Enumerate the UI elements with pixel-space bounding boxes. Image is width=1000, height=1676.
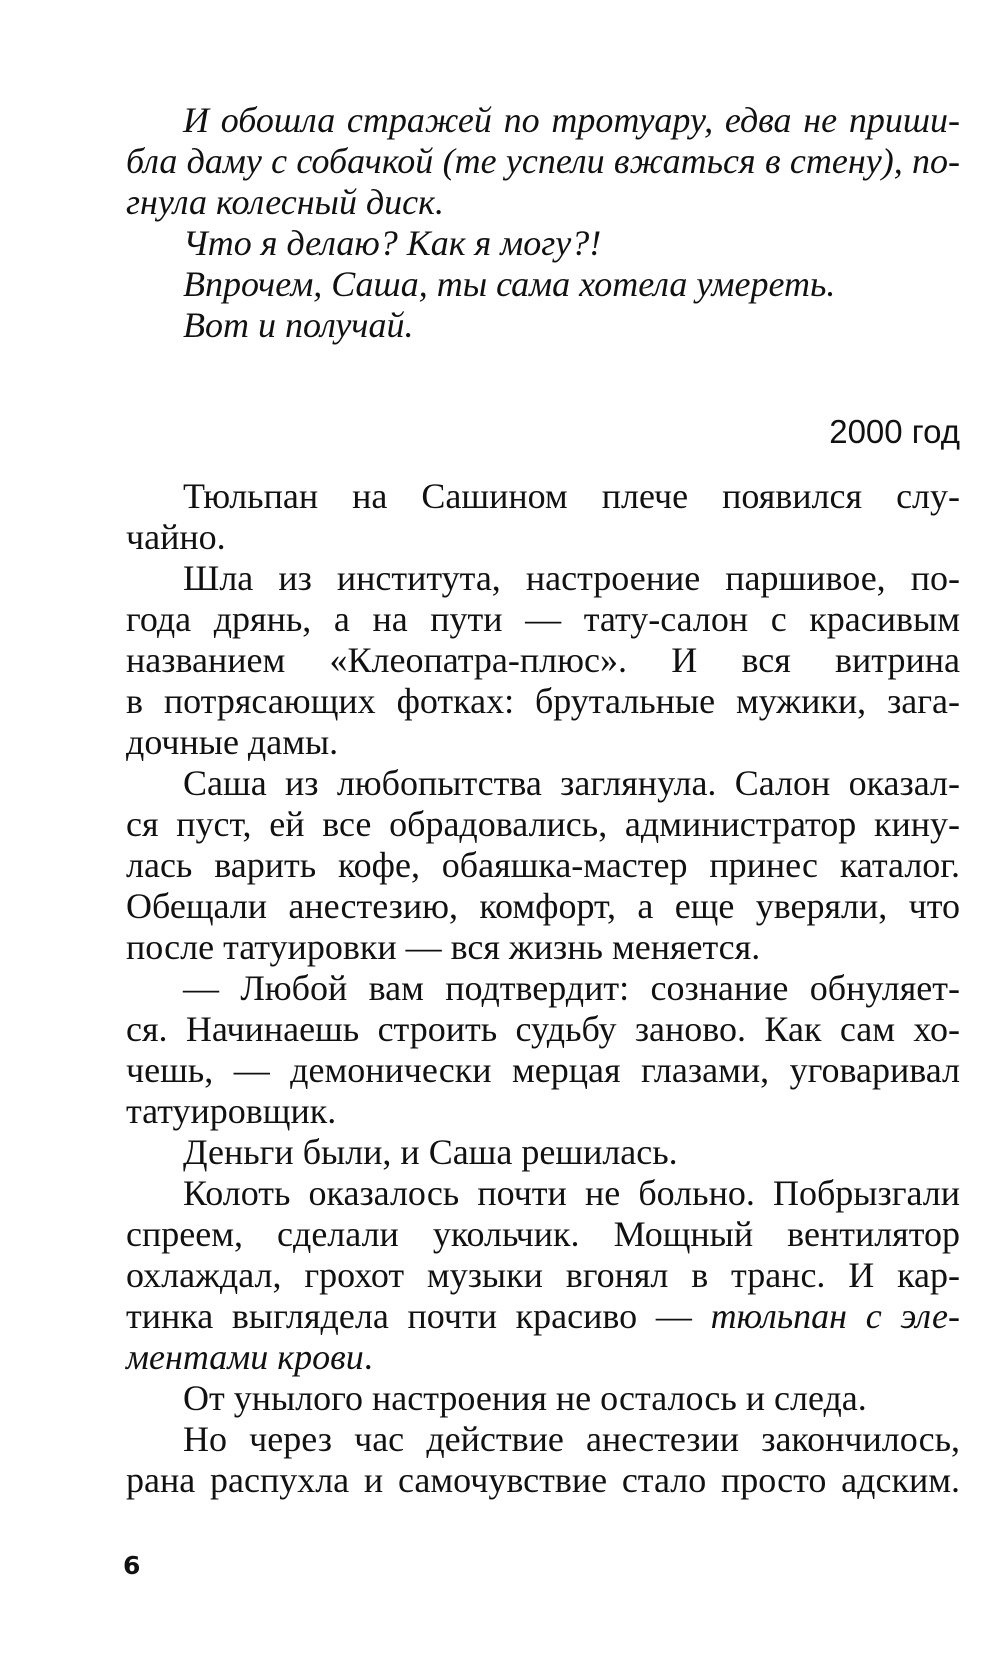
text-line: Вот и получай.: [183, 305, 414, 345]
text-run: .: [363, 1337, 373, 1377]
text-line: Саша из любопытства заглянула. Салон оказал-: [183, 763, 960, 803]
text-line: Тюльпан на Сашином плече появился слу-: [183, 476, 960, 516]
text-line: Колоть оказалось почти не больно. Побрызгали: [183, 1173, 960, 1213]
text-line: дочные дамы.: [126, 722, 339, 762]
text-line: чешь, — демонически мерцая глазами, уговаривал: [126, 1050, 960, 1090]
text-line: гнула колесный диск.: [126, 182, 444, 222]
text-line: чайно.: [126, 517, 226, 557]
text-line: бла даму с собачкой (те успели вжаться в стену), по-: [126, 141, 960, 181]
section-heading: 2000 год: [829, 413, 960, 450]
text-line: Но через час действие анестезии закончилось,: [183, 1419, 960, 1459]
text-line: рана распухла и самочувствие стало просто адским.: [126, 1460, 960, 1500]
main-text: [126, 476, 960, 1501]
text-line: Что я делаю? Как я могу?!: [183, 223, 602, 263]
text-line: татуировщик.: [126, 1091, 337, 1131]
text-line: названием «Клеопатра-плюс». И вся витрина: [126, 640, 960, 680]
text-line: Деньги были, и Саша решилась.: [183, 1132, 678, 1172]
text-line: после татуировки — вся жизнь меняется.: [126, 927, 761, 967]
text-line: И обошла стражей по тротуару, едва не приши-: [183, 100, 960, 140]
text-line: охлаждал, грохот музыки вгонял в транс. И кар-: [126, 1255, 960, 1295]
page-number: 6: [123, 1551, 141, 1580]
text-line: ся. Начинаешь строить судьбу заново. Как сам хо-: [126, 1009, 960, 1049]
text-line: лась варить кофе, обаяшка-мастер принес каталог.: [126, 845, 960, 885]
text-run: тинка выглядела почти красиво —: [126, 1296, 711, 1336]
text-line: [126, 1296, 960, 1337]
text-line: Впрочем, Саша, ты сама хотела умереть.: [183, 264, 836, 304]
italic-text-run: тюльпан с эле-: [710, 1296, 960, 1336]
text-line: От унылого настроения не осталось и следа.: [183, 1378, 867, 1418]
text-line: года дрянь, а на пути — тату-салон с красивым: [126, 599, 960, 639]
text-line: спреем, сделали укольчик. Мощный вентилятор: [126, 1214, 960, 1254]
italic-intro-text: [126, 100, 960, 346]
text-line: Шла из института, настроение паршивое, по-: [183, 558, 960, 598]
text-line: — Любой вам подтвердит: сознание обнуляет-: [183, 968, 960, 1008]
text-line: ся пуст, ей все обрадовались, администратор кину-: [126, 804, 960, 844]
text-line: в потрясающих фотках: брутальные мужики, зага-: [126, 681, 960, 721]
text-line: Обещали анестезию, комфорт, а еще уверяли, что: [126, 886, 960, 926]
italic-text-run: ментами крови: [126, 1337, 364, 1377]
text-line: [126, 1337, 960, 1378]
